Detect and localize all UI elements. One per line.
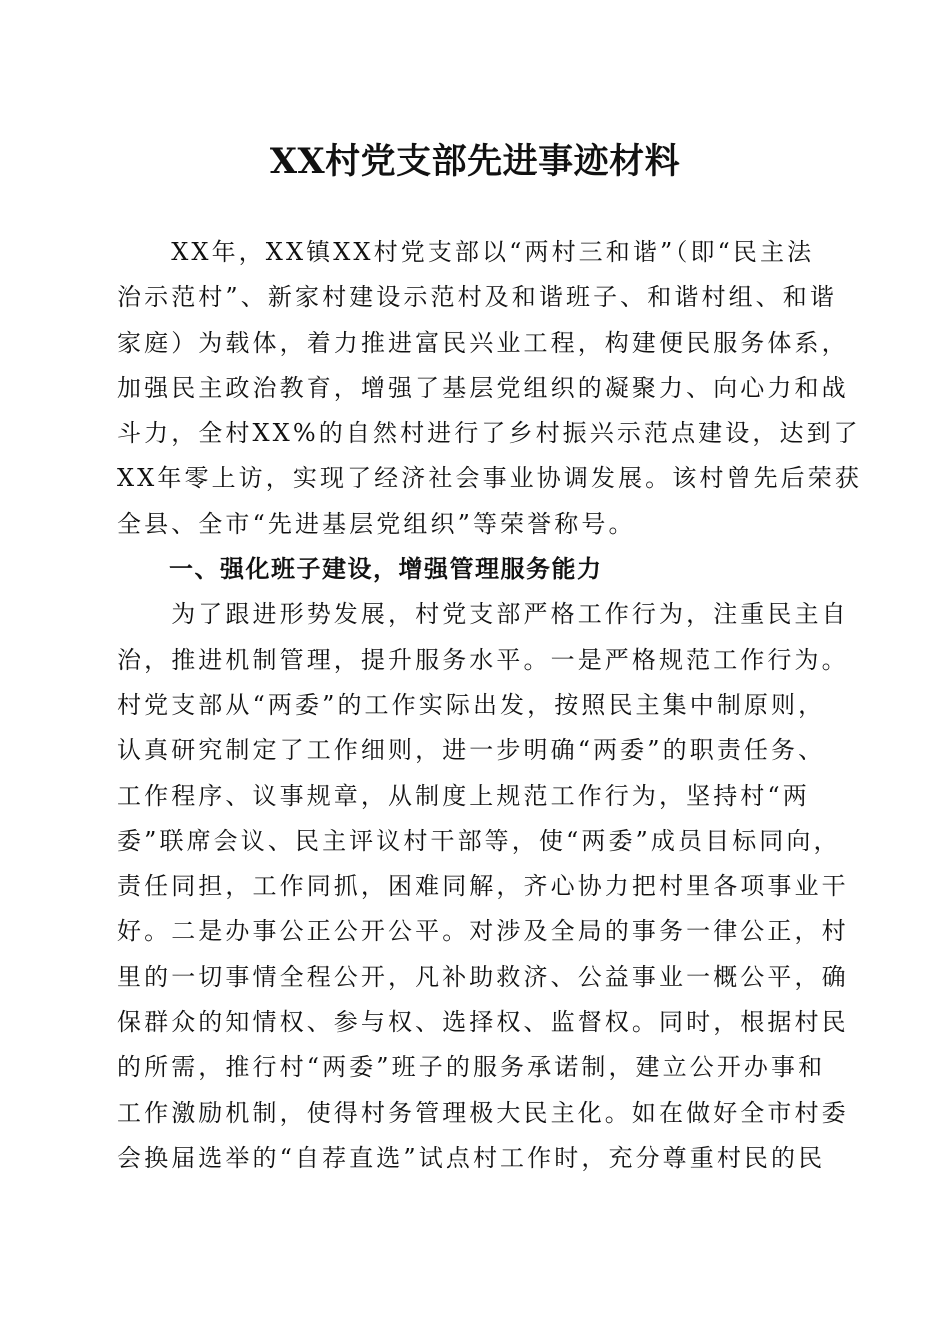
text-line: 治，推进机制管理，提升服务水平。一是严格规范工作行为。 bbox=[117, 645, 849, 674]
text-line: 治示范村”、新家村建设示范村及和谐班子、和谐村组、和谐 bbox=[117, 283, 837, 312]
text-line: 村党支部从“两委”的工作实际出发，按照民主集中制原则， bbox=[117, 690, 826, 719]
document-body bbox=[117, 230, 862, 1181]
text-line: XX年零上访，实现了经济社会事业协调发展。该村曾先后荣获 bbox=[117, 464, 862, 493]
text-line: 斗力，全村XX%的自然村进行了乡村振兴示范点建设，达到了 bbox=[117, 419, 861, 448]
text-line: 家庭）为载体，着力推进富民兴业工程，构建便民服务体系， bbox=[117, 328, 849, 357]
text-line: 加强民主政治教育，增强了基层党组织的凝聚力、向心力和战 bbox=[117, 373, 849, 402]
paragraph-2 bbox=[117, 592, 849, 1181]
text-line: 会换届选举的“自荐直选”试点村工作时，充分尊重村民的民 bbox=[117, 1143, 826, 1172]
text-line: 为了跟进形势发展，村党支部严格工作行为，注重民主自 bbox=[117, 600, 849, 629]
paragraph-1 bbox=[117, 230, 862, 547]
document-title: XX村党支部先进事迹材料 bbox=[269, 141, 681, 182]
text-line: 认真研究制定了工作细则，进一步明确“两委”的职责任务、 bbox=[117, 736, 826, 765]
text-line: 委”联席会议、民主评议村干部等，使“两委”成员目标同向， bbox=[117, 826, 841, 855]
text-line: 里的一切事情全程公开，凡补助救济、公益事业一概公平，确 bbox=[117, 962, 849, 991]
text-line: 工作激励机制，使得村务管理极大民主化。如在做好全市村委 bbox=[117, 1098, 849, 1127]
text-line: 好。二是办事公正公开公平。对涉及全局的事务一律公正，村 bbox=[117, 917, 849, 946]
text-line: 责任同担，工作同抓，困难同解，齐心协力把村里各项事业干 bbox=[117, 872, 849, 901]
text-line: 的所需，推行村“两委”班子的服务承诺制，建立公开办事和 bbox=[117, 1053, 826, 1082]
section-heading: 一、强化班子建设，增强管理服务能力 bbox=[169, 555, 603, 584]
text-line: 保群众的知情权、参与权、选择权、监督权。同时，根据村民 bbox=[117, 1008, 849, 1037]
text-line: XX年，XX镇XX村党支部以“两村三和谐”（即“民主法 bbox=[117, 238, 815, 266]
text-line: 工作程序、议事规章，从制度上规范工作行为，坚持村“两 bbox=[117, 781, 810, 810]
text-line: 全县、全市“先进基层党组织”等荣誉称号。 bbox=[117, 509, 636, 538]
